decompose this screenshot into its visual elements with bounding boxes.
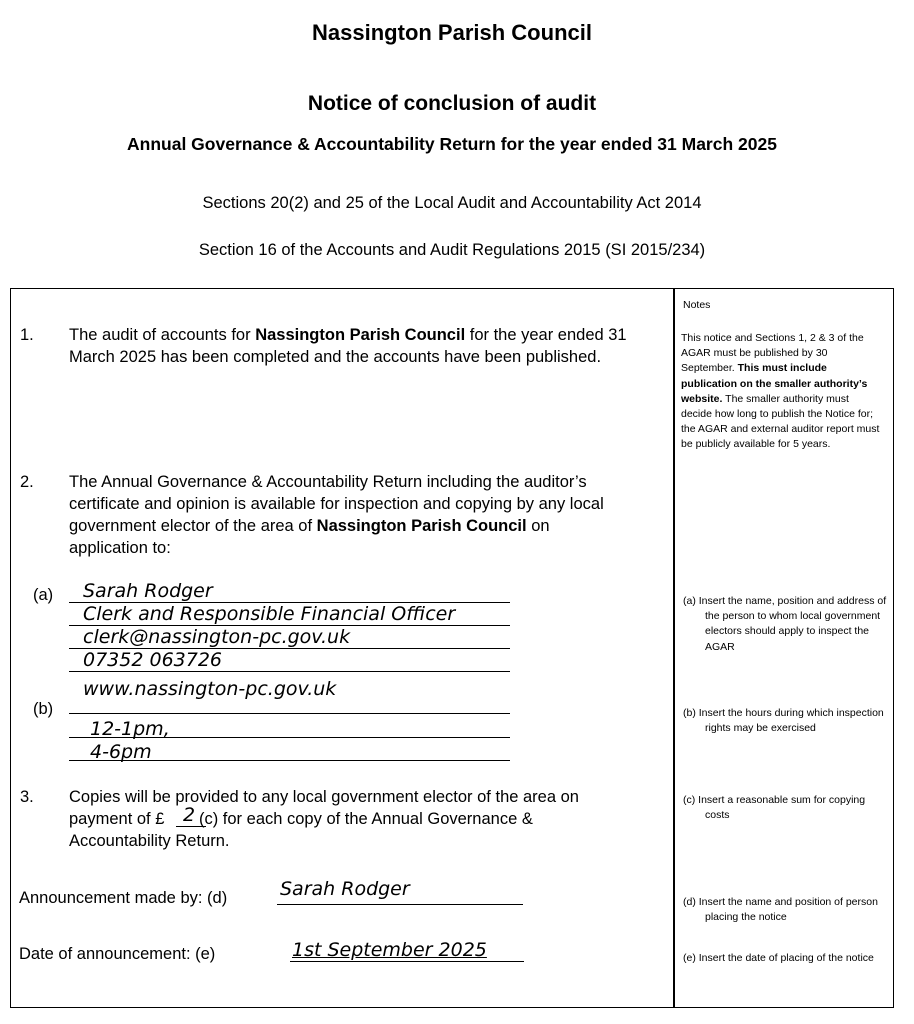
item-1-text: The audit of accounts for Nassington Parish Council for the year ended 31 March 2025 has been completed and the accounts have been published. bbox=[69, 326, 627, 366]
date-label: Date of announcement: (e) bbox=[19, 945, 216, 963]
item-3-text: Copies will be provided to any local government elector of the area on payment of £ (c) for each copy of the Annual Governance & Accountability Return. bbox=[69, 788, 579, 850]
council-name: Nassington Parish Council bbox=[312, 20, 592, 45]
notes-divider bbox=[673, 288, 675, 1008]
copy-fee: 2 bbox=[183, 804, 196, 826]
note-e: (e) Insert the date of placing of the notice bbox=[683, 952, 874, 964]
item-2-number: 2. bbox=[20, 473, 34, 491]
note-publication: This notice and Sections 1, 2 & 3 of the AGAR must be published by 30 September. This must include publication on the smaller authority’s website. The smaller authority must decide how long to publish the Notice for; the AGAR and external auditor report must be publicly available for 5 years. bbox=[681, 332, 880, 451]
return-title: Annual Governance & Accountability Return for the year ended 31 March 2025 bbox=[127, 134, 777, 154]
item-1-number: 1. bbox=[20, 326, 34, 344]
date-line bbox=[290, 961, 524, 962]
statute-line-2: Section 16 of the Accounts and Audit Regulations 2015 (SI 2015/234) bbox=[198, 241, 706, 259]
announcement-date: 1st September 2025 bbox=[292, 939, 487, 961]
label-a: (a) bbox=[33, 586, 54, 604]
line-b1 bbox=[69, 713, 510, 714]
announcer-name: Sarah Rodger bbox=[280, 878, 410, 900]
inspection-hours-2: 4-6pm bbox=[90, 741, 152, 763]
notice-title: Notice of conclusion of audit bbox=[307, 92, 597, 115]
contact-phone: 07352 063726 bbox=[83, 649, 223, 671]
contact-email: clerk@nassington-pc.gov.uk bbox=[83, 626, 351, 648]
note-c: (c) Insert a reasonable sum for copying costs bbox=[683, 794, 866, 822]
announcer-line bbox=[277, 904, 523, 905]
contact-name: Sarah Rodger bbox=[83, 580, 213, 602]
line-a4 bbox=[69, 671, 510, 672]
label-b: (b) bbox=[33, 700, 54, 718]
statute-line-1: Sections 20(2) and 25 of the Local Audit and Accountability Act 2014 bbox=[202, 194, 702, 212]
note-a: (a) Insert the name, position and address of the person to whom local government electors should apply to inspect the AGAR bbox=[683, 595, 887, 653]
contact-website: www.nassington-pc.gov.uk bbox=[83, 678, 337, 700]
inspection-hours-1: 12-1pm, bbox=[90, 718, 170, 740]
contact-position: Clerk and Responsible Financial Officer bbox=[83, 603, 456, 625]
note-d: (d) Insert the name and position of person placing the notice bbox=[683, 896, 878, 924]
item-3-number: 3. bbox=[20, 788, 34, 806]
fee-line bbox=[176, 826, 206, 827]
announcement-label: Announcement made by: (d) bbox=[19, 889, 228, 907]
notes-heading: Notes bbox=[683, 299, 711, 311]
note-b: (b) Insert the hours during which inspection rights may be exercised bbox=[683, 707, 884, 735]
item-2-text: The Annual Governance & Accountability Return including the auditor’s certificate and opinion is available for inspection and copying by any local government elector of the area of Nassington Parish Council on application to: bbox=[69, 473, 604, 557]
